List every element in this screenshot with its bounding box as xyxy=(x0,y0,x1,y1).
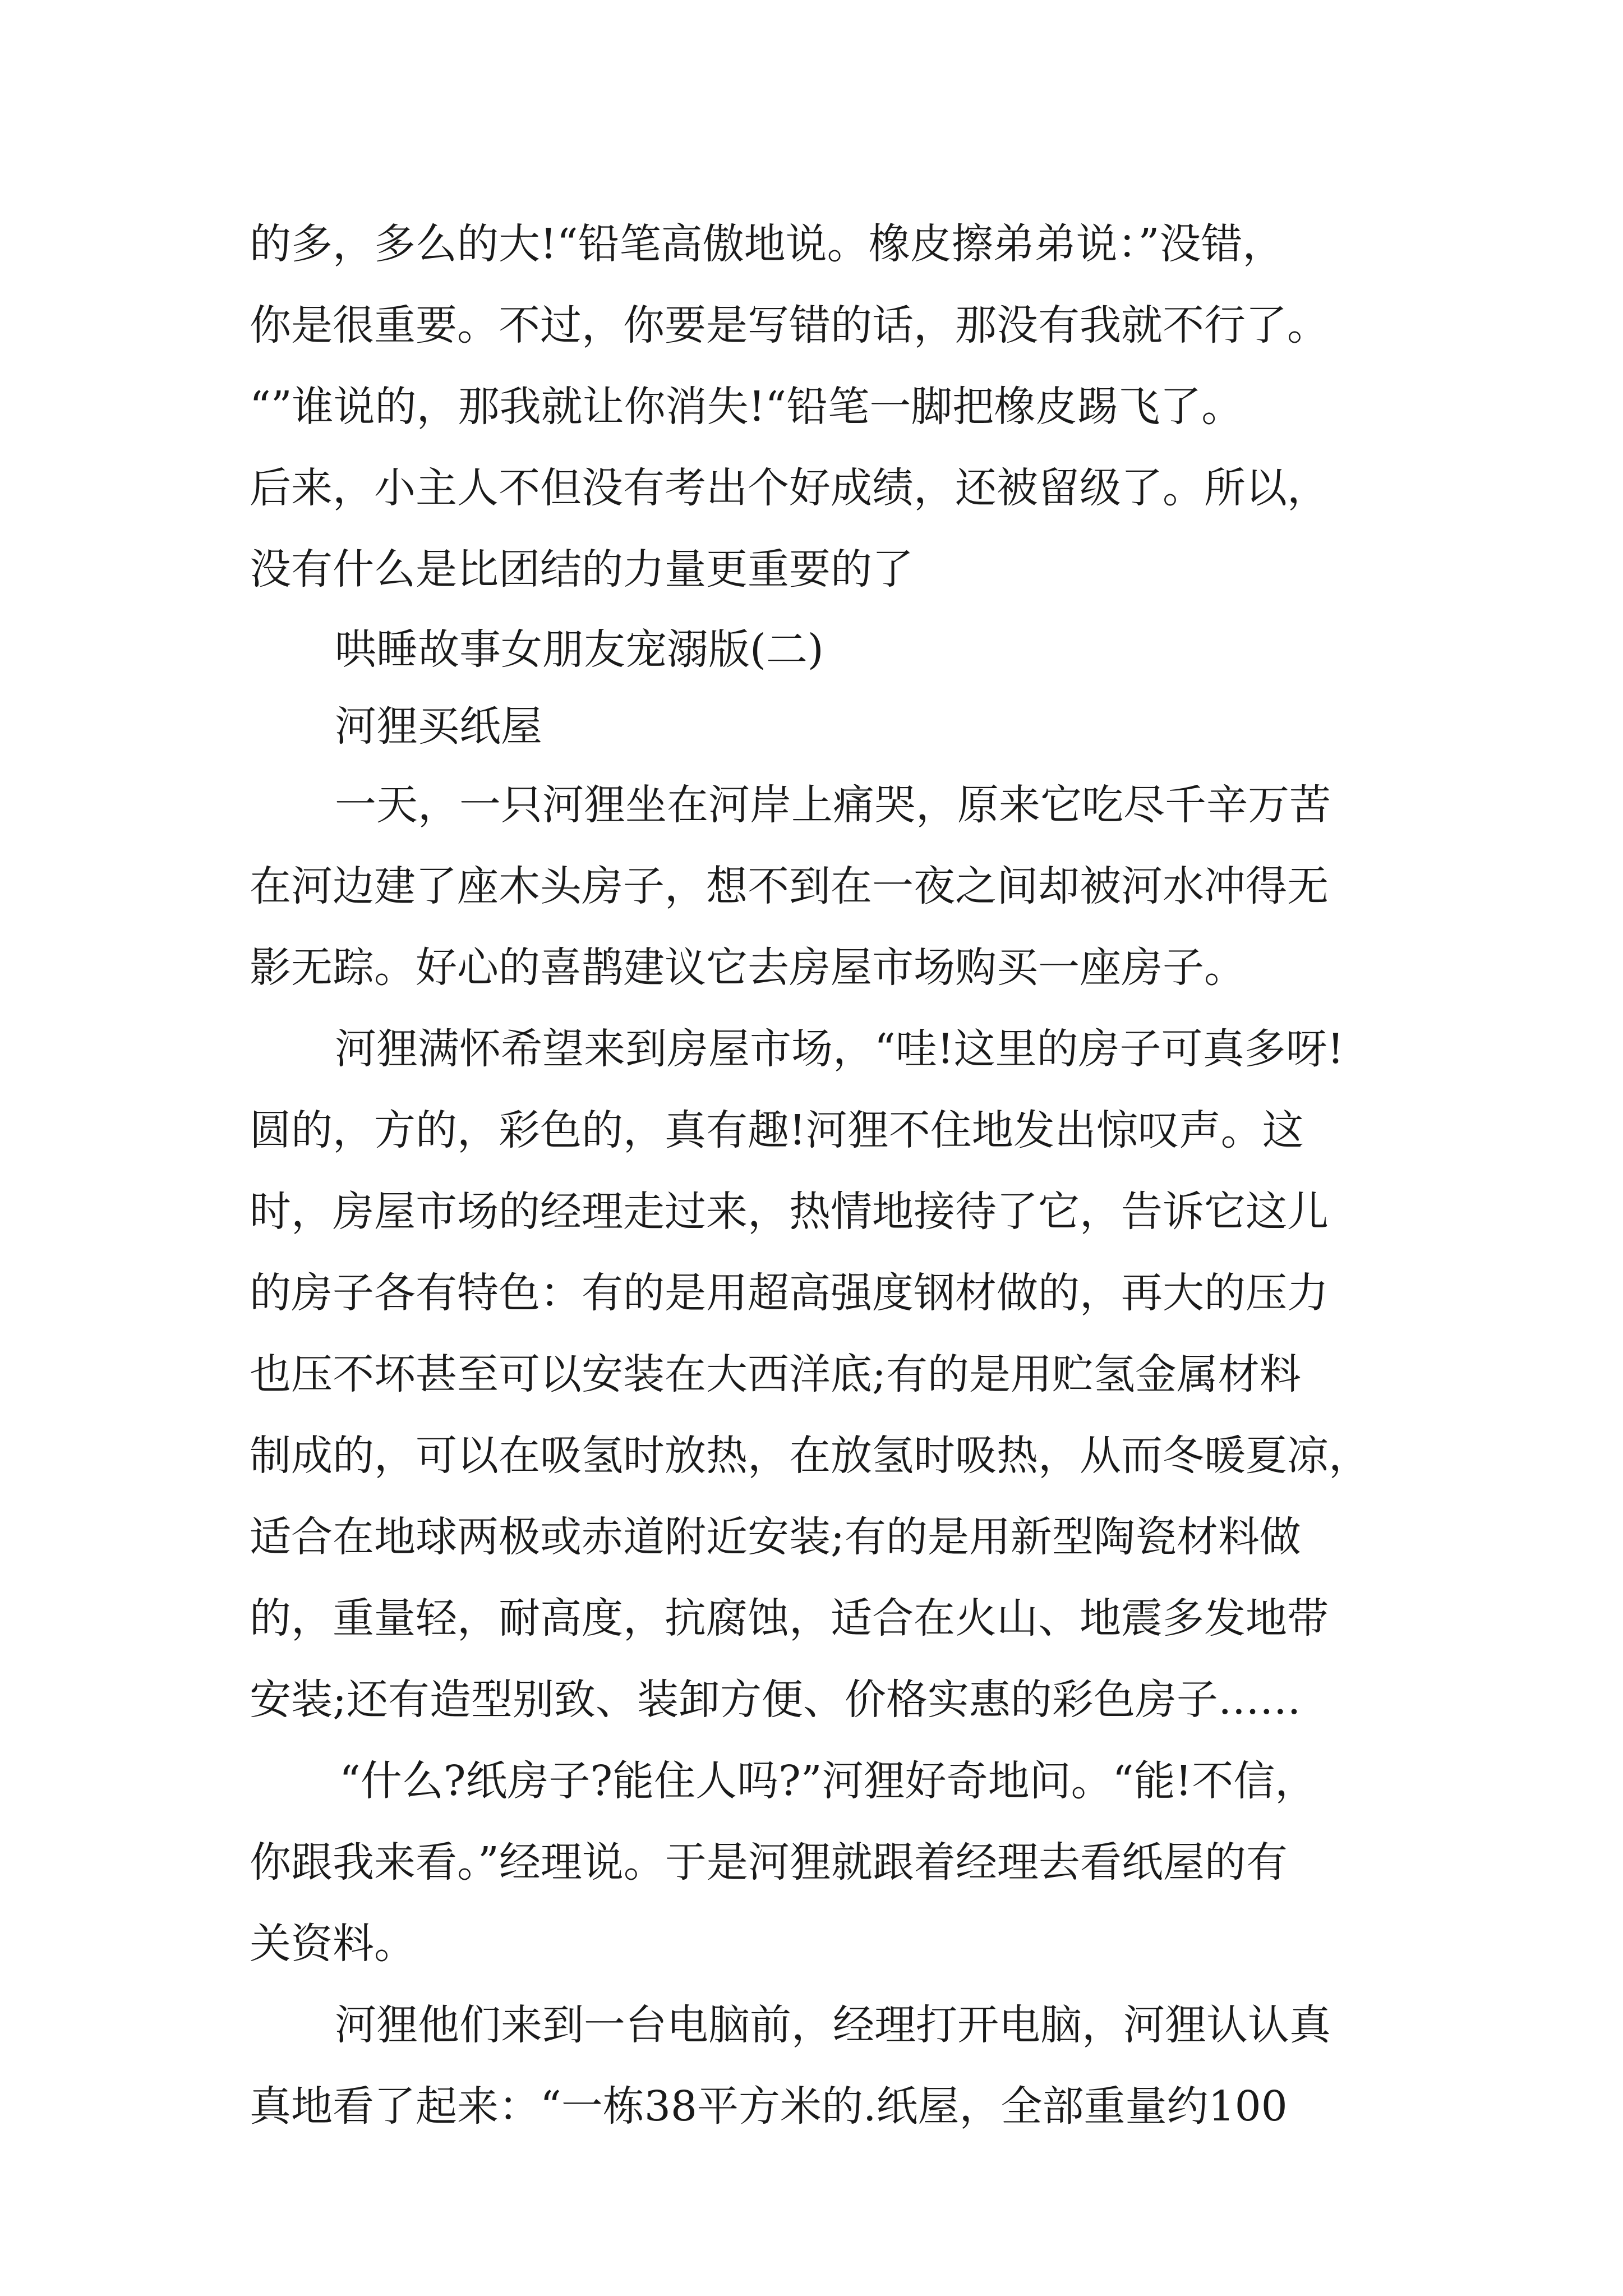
story-title: 河狸买纸屋 xyxy=(335,702,542,751)
text-line: 也压不坏甚至可以安装在大西洋底;有的是用贮氢金属材料 xyxy=(250,1350,1301,1398)
text-line: “”谁说的，那我就让你消失!“铅笔一脚把橡皮踢飞了。 xyxy=(250,383,1243,431)
text-line: 影无踪。好心的喜鹊建议它去房屋市场购买一座房子。 xyxy=(250,944,1246,992)
text-line: 圆的，方的，彩色的，真有趣!河狸不住地发出惊叹声。这 xyxy=(250,1106,1304,1154)
text-line: 没有什么是比团结的力量更重要的了 xyxy=(250,545,914,593)
text-line: 关资料。 xyxy=(250,1920,416,1968)
text-line: 后来，小主人不但没有考出个好成绩，还被留级了。所以， xyxy=(250,464,1329,512)
text-line: “什么?纸房子?能住人吗?”河狸好奇地问。“能!不信， xyxy=(339,1757,1317,1805)
text-line: 的房子各有特色：有的是用超高强度钢材做的，再大的压力 xyxy=(250,1269,1329,1317)
text-line: 适合在地球两极或赤道附近安装;有的是用新型陶瓷材料做 xyxy=(250,1513,1301,1561)
text-line: 安装;还有造型别致、装卸方便、价格实惠的彩色房子…… xyxy=(250,1676,1301,1724)
text-line: 制成的，可以在吸氢时放热，在放氢时吸热，从而冬暖夏凉， xyxy=(250,1432,1370,1480)
text-line: 你是很重要。不过，你要是写错的话，那没有我就不行了。 xyxy=(250,301,1329,349)
text-line: 时，房屋市场的经理走过来，热情地接待了它，告诉它这儿 xyxy=(250,1188,1329,1236)
text-line: 真地看了起来：“一栋38平方米的.纸屋，全部重量约100 xyxy=(250,2082,1288,2131)
text-line: 你跟我来看。”经理说。于是河狸就跟着经理去看纸屋的有 xyxy=(250,1838,1288,1887)
text-line: 河狸满怀希望来到房屋市场，“哇!这里的房子可真多呀! xyxy=(335,1025,1344,1073)
text-line: 的多，多么的大!“铅笔高傲地说。橡皮擦弟弟说：”没错， xyxy=(250,220,1284,268)
section-heading: 哄睡故事女朋友宠溺版(二) xyxy=(335,625,824,674)
text-line: 的，重量轻，耐高度，抗腐蚀，适合在火山、地震多发地带 xyxy=(250,1594,1329,1642)
text-line: 一天，一只河狸坐在河岸上痛哭，原来它吃尽千辛万苦 xyxy=(335,781,1331,829)
text-line: 在河边建了座木头房子，想不到在一夜之间却被河水冲得无 xyxy=(250,862,1329,910)
text-line: 河狸他们来到一台电脑前，经理打开电脑，河狸认认真 xyxy=(335,2001,1331,2049)
